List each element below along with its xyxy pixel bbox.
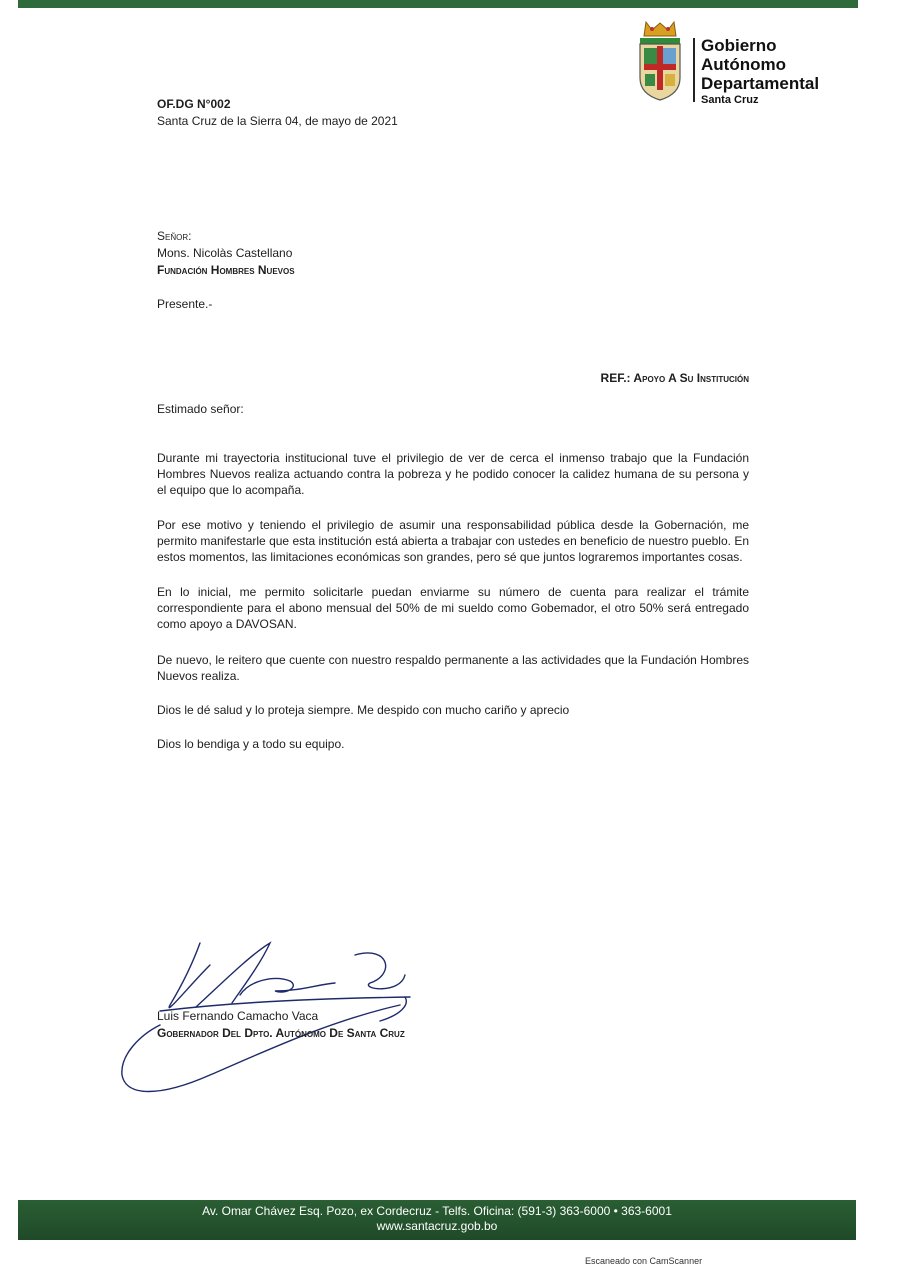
subject-reference: REF.: Apoyo A Su Institución: [600, 371, 749, 385]
logo-title-line: Departamental: [701, 74, 820, 93]
logo-separator: [693, 38, 695, 102]
greeting: Estimado señor:: [157, 402, 244, 416]
signer-title: Gobernador Del Dpto. Autónomo De Santa Cruz: [157, 1026, 405, 1040]
logo-title-line: Autónomo: [701, 55, 786, 74]
scanner-watermark: Escaneado con CamScanner: [585, 1256, 703, 1266]
salutation-label: Señor:: [157, 229, 192, 243]
reference-number: OF.DG N°002: [157, 97, 231, 111]
logo-title: [701, 36, 819, 93]
body-paragraph: Durante mi trayectoria institucional tuve el privilegio de ver de cerca el inmenso trabajo que la Fundación Hombres Nuevos realiza actuando contra la pobreza y he podido conocer la calidez humana de su persona y el equipo que lo acompaña.: [157, 451, 749, 497]
body-paragraph: Dios le dé salud y lo proteja siempre. Me despido con mucho cariño y aprecio: [157, 703, 570, 717]
logo-subtitle: Santa Cruz: [701, 94, 759, 106]
footer-website: www.santacruz.gob.bo: [376, 1219, 498, 1233]
footer-bar: [18, 1200, 856, 1240]
top-border-bar: [18, 0, 858, 8]
recipient-organization: Fundación Hombres Nuevos: [157, 263, 295, 277]
logo-title-line: Gobierno: [701, 36, 777, 55]
coat-of-arms-icon: [632, 20, 688, 102]
government-logo: [626, 18, 836, 108]
footer-address: Av. Omar Chávez Esq. Pozo, ex Cordecruz - Telfs. Oficina: (591-3) 363-6000 • 363-6001: [202, 1204, 672, 1218]
body-paragraph: Dios lo bendiga y a todo su equipo.: [157, 737, 345, 751]
recipient-name: Mons. Nicolàs Castellano: [157, 246, 293, 260]
body-paragraph: Por ese motivo y teniendo el privilegio de asumir una responsabilidad pública desde la Gobernación, me permito manifestarle que esta institución está abierta a trabajar con ustedes en beneficio de nuestro pueblo. En estos momentos, las limitaciones económicas son grandes, pero sé que juntos lograremos importantes cosas.: [157, 518, 749, 564]
body-paragraph: En lo inicial, me permito solicitarle puedan enviarme su número de cuenta para realizar el trámite correspondiente para el abono mensual del 50% de mi sueldo como Gobemador, el otro 50% será entregado como apoyo a DAVOSAN.: [157, 585, 749, 631]
place-date: Santa Cruz de la Sierra 04, de mayo de 2021: [157, 114, 398, 128]
body-paragraph: De nuevo, le reitero que cuente con nuestro respaldo permanente a las actividades que la Fundación Hombres Nuevos realiza.: [157, 653, 749, 683]
presente: Presente.-: [157, 297, 213, 311]
signer-name: Luis Fernando Camacho Vaca: [157, 1009, 319, 1023]
